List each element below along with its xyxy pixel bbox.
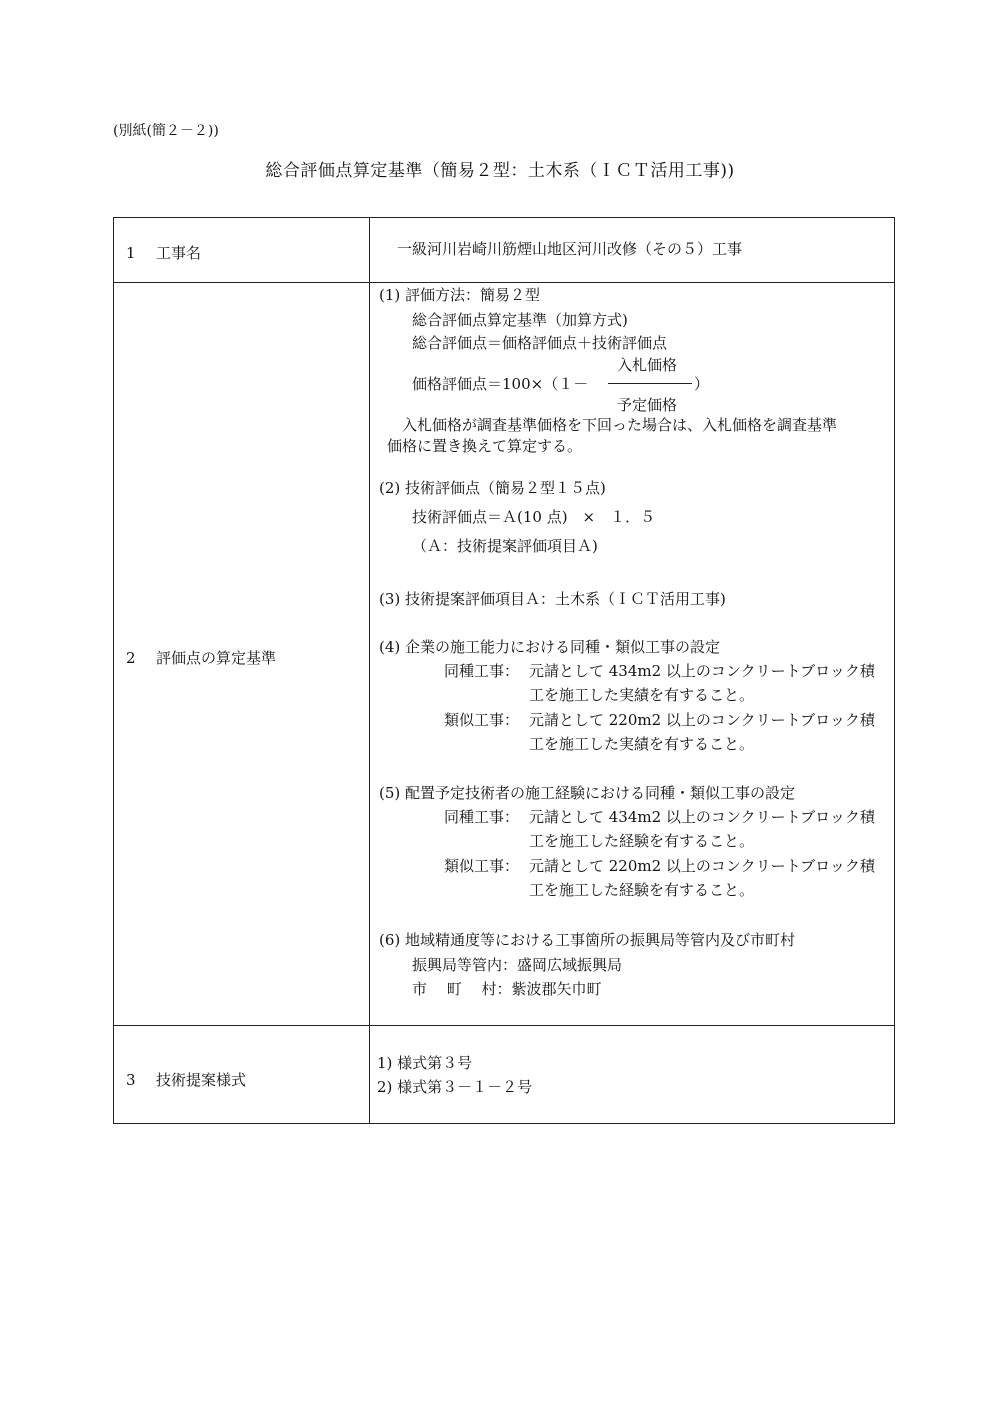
- similar-work-label: 類似工事：: [444, 857, 520, 875]
- same-work-text: 元請として 434m2 以上のコンクリートブロック積: [529, 808, 875, 826]
- similar-work-label: 類似工事：: [444, 711, 520, 729]
- same-work-text: 工を施工した実績を有すること。: [529, 686, 755, 704]
- section-2-line: 技術評価点＝Ａ(10 点) × １．５: [412, 508, 656, 526]
- row-label-text: 評価点の算定基準: [156, 649, 277, 667]
- row-divider: [114, 282, 894, 283]
- similar-work-text: 元請として 220m2 以上のコンクリートブロック積: [529, 711, 875, 729]
- row-number: 2: [126, 649, 136, 667]
- same-work-label: 同種工事：: [444, 808, 520, 826]
- section-6-line: 市 町 村：紫波郡矢巾町: [412, 980, 602, 998]
- page-title: 総合評価点算定基準（簡易２型：土木系（ＩＣＴ活用工事)): [265, 161, 735, 181]
- row-label-text: 技術提案様式: [156, 1071, 247, 1089]
- row-label-project-name: [126, 242, 201, 263]
- form-item: 1) 様式第３号: [377, 1054, 473, 1072]
- similar-work-text: 工を施工した経験を有すること。: [529, 881, 755, 899]
- formula-left: 価格評価点＝100×（１－: [412, 375, 589, 393]
- same-work-text: 元請として 434m2 以上のコンクリートブロック積: [529, 662, 875, 680]
- section-1-line: 総合評価点＝価格評価点＋技術評価点: [412, 334, 668, 352]
- criteria-table: [113, 217, 895, 1124]
- row-label-text: 工事名: [156, 244, 202, 262]
- section-6-heading: (6) 地域精通度等における工事箇所の振興局等管内及び市町村: [379, 931, 796, 949]
- fraction-bar: [608, 383, 692, 384]
- section-1-note: 入札価格が調査基準価格を下回った場合は、入札価格を調査基準: [402, 416, 838, 434]
- section-1-note: 価格に置き換えて算定する。: [387, 437, 583, 455]
- section-4-heading: (4) 企業の施工能力における同種・類似工事の設定: [379, 638, 721, 656]
- document-reference: (別紙(簡２－２)): [113, 123, 219, 139]
- row-label-criteria: [126, 647, 276, 668]
- project-name-value: 一級河川岩崎川筋煙山地区河川改修（その５）工事: [397, 240, 743, 258]
- form-item: 2) 様式第３－１－２号: [377, 1078, 533, 1096]
- section-1-line: 総合評価点算定基準（加算方式): [412, 311, 628, 329]
- row-number: 1: [126, 244, 136, 262]
- same-work-label: 同種工事：: [444, 662, 520, 680]
- formula-right: ）: [694, 375, 710, 393]
- section-5-heading: (5) 配置予定技術者の施工経験における同種・類似工事の設定: [379, 784, 796, 802]
- row-divider: [114, 1025, 894, 1026]
- formula-denominator: 予定価格: [617, 396, 678, 414]
- similar-work-text: 元請として 220m2 以上のコンクリートブロック積: [529, 857, 875, 875]
- section-2-line: （Ａ：技術提案評価項目Ａ): [412, 537, 598, 555]
- column-divider: [369, 218, 370, 1123]
- formula-numerator: 入札価格: [617, 356, 678, 374]
- section-1-heading: (1) 評価方法：簡易２型: [379, 286, 541, 304]
- section-6-line: 振興局等管内：盛岡広域振興局: [412, 956, 623, 974]
- same-work-text: 工を施工した経験を有すること。: [529, 832, 755, 850]
- similar-work-text: 工を施工した実績を有すること。: [529, 735, 755, 753]
- row-label-proposal-form: [126, 1069, 246, 1090]
- section-2-heading: (2) 技術評価点（簡易２型１５点): [379, 479, 606, 497]
- row-number: 3: [126, 1071, 136, 1089]
- section-3-heading: (3) 技術提案評価項目Ａ：土木系（ＩＣＴ活用工事): [379, 590, 726, 608]
